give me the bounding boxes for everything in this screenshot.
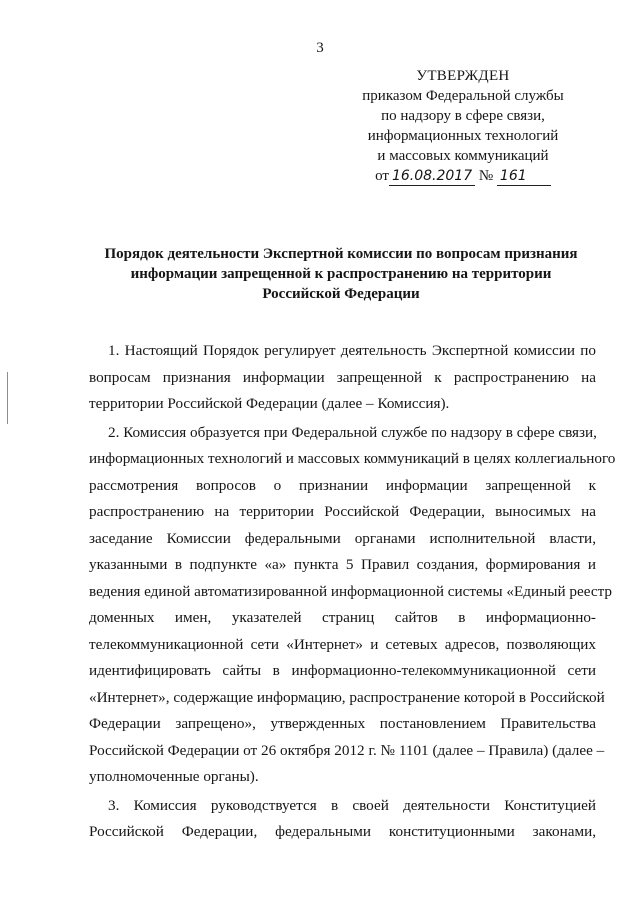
text-line: распространению на территории Российской Федерации, выносимых на	[89, 503, 596, 520]
approval-date-line	[340, 166, 586, 186]
text-line: Российской Федерации, федеральными конституционными законами,	[89, 823, 596, 840]
text-line: рассмотрения вопросов о признании информации запрещенной к	[89, 476, 596, 494]
text-line: уполномоченные органы).	[89, 768, 259, 785]
text-line: ведения единой автоматизированной информационной системы «Единый реестр	[89, 582, 612, 600]
approval-line: и массовых коммуникаций	[377, 148, 549, 164]
title-line: Российской Федерации	[262, 286, 420, 302]
number-sign: №	[478, 168, 494, 184]
scan-edge-mark	[7, 372, 8, 424]
text-line: «Интернет», содержащие информацию, распространение которой в Российской	[89, 688, 605, 706]
text-line: Федерации запрещено», утвержденных постановлением Правительства	[89, 715, 596, 732]
text-line: 1. Настоящий Порядок регулирует деятельность Экспертной комиссии по	[108, 342, 596, 359]
text-line: телекоммуникационной сети «Интернет» и сетевых адресов, позволяющих	[89, 635, 596, 653]
paragraph-2	[70, 420, 616, 791]
text-line: 3. Комиссия руководствуется в своей деятельности Конституцией	[108, 796, 596, 814]
text-line: идентифицировать сайты в информационно-телекоммуникационной сети	[89, 662, 596, 679]
text-line: доменных имен, указателей страниц сайтов в информационно-	[89, 609, 596, 626]
text-line: информационных технологий и массовых коммуникаций в целях коллегиального	[89, 450, 616, 467]
document-body	[70, 338, 616, 848]
date-prefix: от	[375, 168, 389, 184]
approval-line: приказом Федеральной службы	[362, 88, 564, 104]
page-number: 3	[316, 40, 324, 56]
text-line: Российской Федерации от 26 октября 2012 г. № 1101 (далее – Правила) (далее –	[89, 741, 605, 759]
document-title	[80, 244, 602, 304]
text-line: заседание Комиссии федеральными органами исполнительной власти,	[89, 529, 596, 547]
handwritten-order-number: 161	[497, 168, 551, 186]
paragraph-1	[70, 338, 596, 418]
approval-stamp-block	[340, 66, 586, 186]
text-line: указанными в подпункте «а» пункта 5 Правил создания, формирования и	[89, 556, 596, 573]
text-line: территории Российской Федерации (далее – Комиссия).	[89, 395, 450, 412]
approval-line: информационных технологий	[367, 128, 559, 144]
text-line: вопросам признания информации запрещенной к распространению на	[89, 368, 596, 386]
approval-line: по надзору в сфере связи,	[381, 108, 545, 124]
title-line: информации запрещенной к распространению на территории	[130, 266, 552, 282]
text-line: 2. Комиссия образуется при Федеральной службе по надзору в сфере связи,	[108, 423, 597, 441]
title-line: Порядок деятельности Экспертной комиссии по вопросам признания	[104, 246, 578, 262]
approval-heading: УТВЕРЖДЕН	[416, 68, 510, 84]
handwritten-date: 16.08.2017	[389, 168, 475, 186]
paragraph-3	[70, 793, 596, 846]
